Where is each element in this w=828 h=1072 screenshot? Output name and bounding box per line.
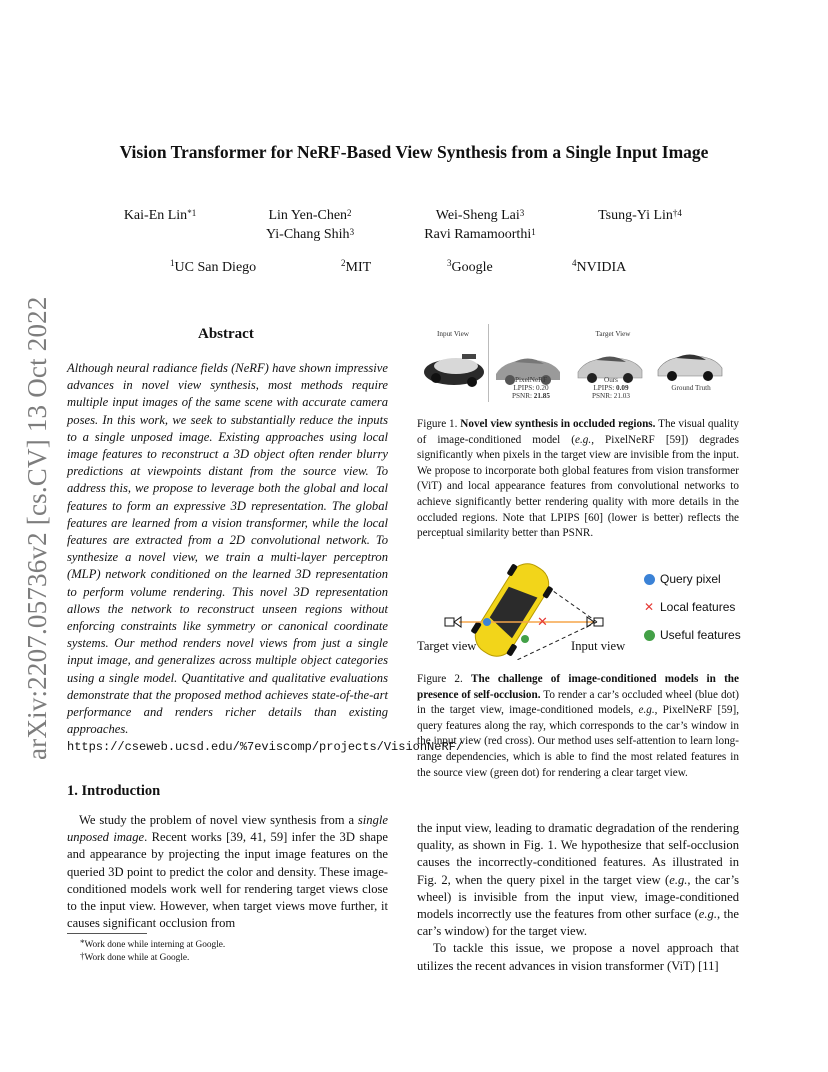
project-url-link[interactable]: https://cseweb.ucsd.edu/%7eviscomp/projects/VisionNeRF/ bbox=[67, 740, 464, 755]
intro-right-p2: To tackle this issue, we propose a novel approach that utilizes the recent advances in vision transformer (ViT) [11] bbox=[417, 941, 739, 973]
footnote-divider bbox=[67, 933, 147, 934]
green-dot-icon bbox=[644, 630, 655, 641]
abstract-heading: Abstract bbox=[198, 326, 254, 342]
fig2-car bbox=[465, 560, 559, 660]
fig1-target-view-label: Target View bbox=[595, 330, 631, 338]
fig2-target-view-label: Target view bbox=[417, 639, 477, 653]
figure-2-caption: Figure 2. The challenge of image-conditioned models in the presence of self-occlusion. To render a car’s occluded wheel (blue dot) in the target view, image-conditioned models, e.g., PixelNeRF [59], query features along the ray, which corresponds to the car’s window in the input view (red cross). Our method uses self-attention to learn long-range dependencies, which is able to find the most related features in the source view (green dot) for rendering a clear target view. bbox=[417, 673, 739, 779]
intro-paragraph-left: We study the problem of novel view synthesis from a single unposed image. Recent works [39, 41, 59] infer the 3D shape and appearance by projecting the input image features on the queried 3D point to predict the color and density. These image-conditioned models work well for rendering target views close to the input view. However, when target views move further, it causes significant occlusion from bbox=[67, 813, 388, 931]
footnote-2: †Work done while at Google. bbox=[80, 951, 190, 963]
fig2-legend bbox=[644, 571, 741, 643]
fig1-col2-metrics: Ours LPIPS: 0.09 PSNR: 21.03 bbox=[592, 376, 630, 400]
paper-title: Vision Transformer for NeRF-Based View Synthesis from a Single Input Image bbox=[119, 142, 709, 162]
red-cross-icon: ✕ bbox=[644, 600, 655, 614]
affiliation-1: $^1$UC San Diego bbox=[170, 258, 257, 275]
author-1: Kai-En Lin$^{*1}$ bbox=[123, 208, 197, 223]
author-6: Tsung-Yi Lin$^{\dagger 4}$ bbox=[598, 208, 682, 223]
figure-1 bbox=[418, 322, 740, 410]
figure-1-caption: Figure 1. Novel view synthesis in occluded regions. The visual quality of image-conditioned model (e.g., PixelNeRF [59]) degrades significantly when pixels in the target view are invisible from the input. We propose to incorporate both global features from vision transformer (ViT) and local appearance features from convolutional networks to achieve significantly better rendering quality with more details in the occluded regions. Note that LPIPS [60] (lower is better) reflects the perceptual similarity better than PSNR. bbox=[417, 418, 739, 540]
arxiv-side-label: arXiv:2207.05736v2 [cs.CV] 13 Oct 2022 bbox=[22, 296, 52, 760]
affiliation-4: $^4$NVIDIA bbox=[572, 258, 627, 275]
legend-useful-features: Useful features bbox=[644, 627, 741, 643]
fig2-query-pixel-dot bbox=[483, 618, 491, 626]
fig1-col3-label: Ground Truth bbox=[671, 384, 711, 392]
affiliation-3: $^3$Google bbox=[447, 258, 493, 275]
author-4-5: Wei-Sheng Lai$^3$ Ravi Ramamoorthi$^1$ bbox=[424, 208, 536, 242]
fig1-input-car bbox=[424, 354, 484, 387]
footnote-1: *Work done while interning at Google. bbox=[80, 938, 226, 950]
fig1-ground-truth-car bbox=[658, 354, 722, 381]
section-heading-introduction: 1. Introduction bbox=[67, 783, 161, 799]
fig2-useful-feature-dot bbox=[521, 635, 529, 643]
blue-dot-icon bbox=[644, 574, 655, 585]
intro-paragraph-right bbox=[417, 820, 739, 975]
fig2-input-view-label: Input view bbox=[571, 639, 626, 653]
affiliation-2: $^2$MIT bbox=[341, 258, 372, 275]
fig1-col1-metrics: PixelNeRF LPIPS: 0.20 PSNR: 21.85 bbox=[512, 376, 550, 400]
fig1-input-view-label: Input View bbox=[437, 330, 469, 338]
abstract-text: Although neural radiance fields (NeRF) have shown impressive advances in novel view synthesis, most methods require multiple input images of the same scene with accurate camera poses. In this work, we seek to substantially reduce the inputs to a single unposed image. Existing approaches using local image features to reconstruct a 3D object often render blurry predictions at viewpoints distant from the source view. To address this, we propose to leverage both the global and local features to form an expressive 3D representation. The global features are learned from a vision transformer, while the local features are extracted from a 2D convolutional network. To synthesize a novel view, we train a multi-layer perceptron (MLP) network conditioned on the learned 3D representation to perform volume rendering. This novel 3D representation allows the network to reconstruct unseen regions without enforcing constraints like symmetry or canonical coordinate systems. Our method renders novel views from just a single input image, and generalizes across multiple object categories using a single model. Quantitative and qualitative evaluations demonstrate that the proposed method achieves state-of-the-art performance and renders richer details than existing approaches. bbox=[67, 361, 388, 737]
legend-query-pixel: Query pixel bbox=[644, 571, 741, 587]
author-2-3: Lin Yen-Chen$^2$ Yi-Chang Shih$^3$ bbox=[265, 208, 355, 242]
legend-local-features: ✕ Local features bbox=[644, 600, 736, 614]
intro-right-p1: the input view, leading to dramatic degradation of the rendering quality, as shown in Fig. 1. We hypothesize that self-occlusion causes the incorrectly-conditioned features. As illustrated in Fig. 2, when the query pixel in the target view (e.g., the car’s wheel) is invisible from the input view, image-conditioned models incorrectly use the features from other surface (e.g., the car’s window) for the target view. bbox=[417, 821, 739, 939]
target-camera-icon bbox=[445, 617, 461, 627]
fig2-local-feature-cross: ✕ bbox=[537, 615, 548, 630]
